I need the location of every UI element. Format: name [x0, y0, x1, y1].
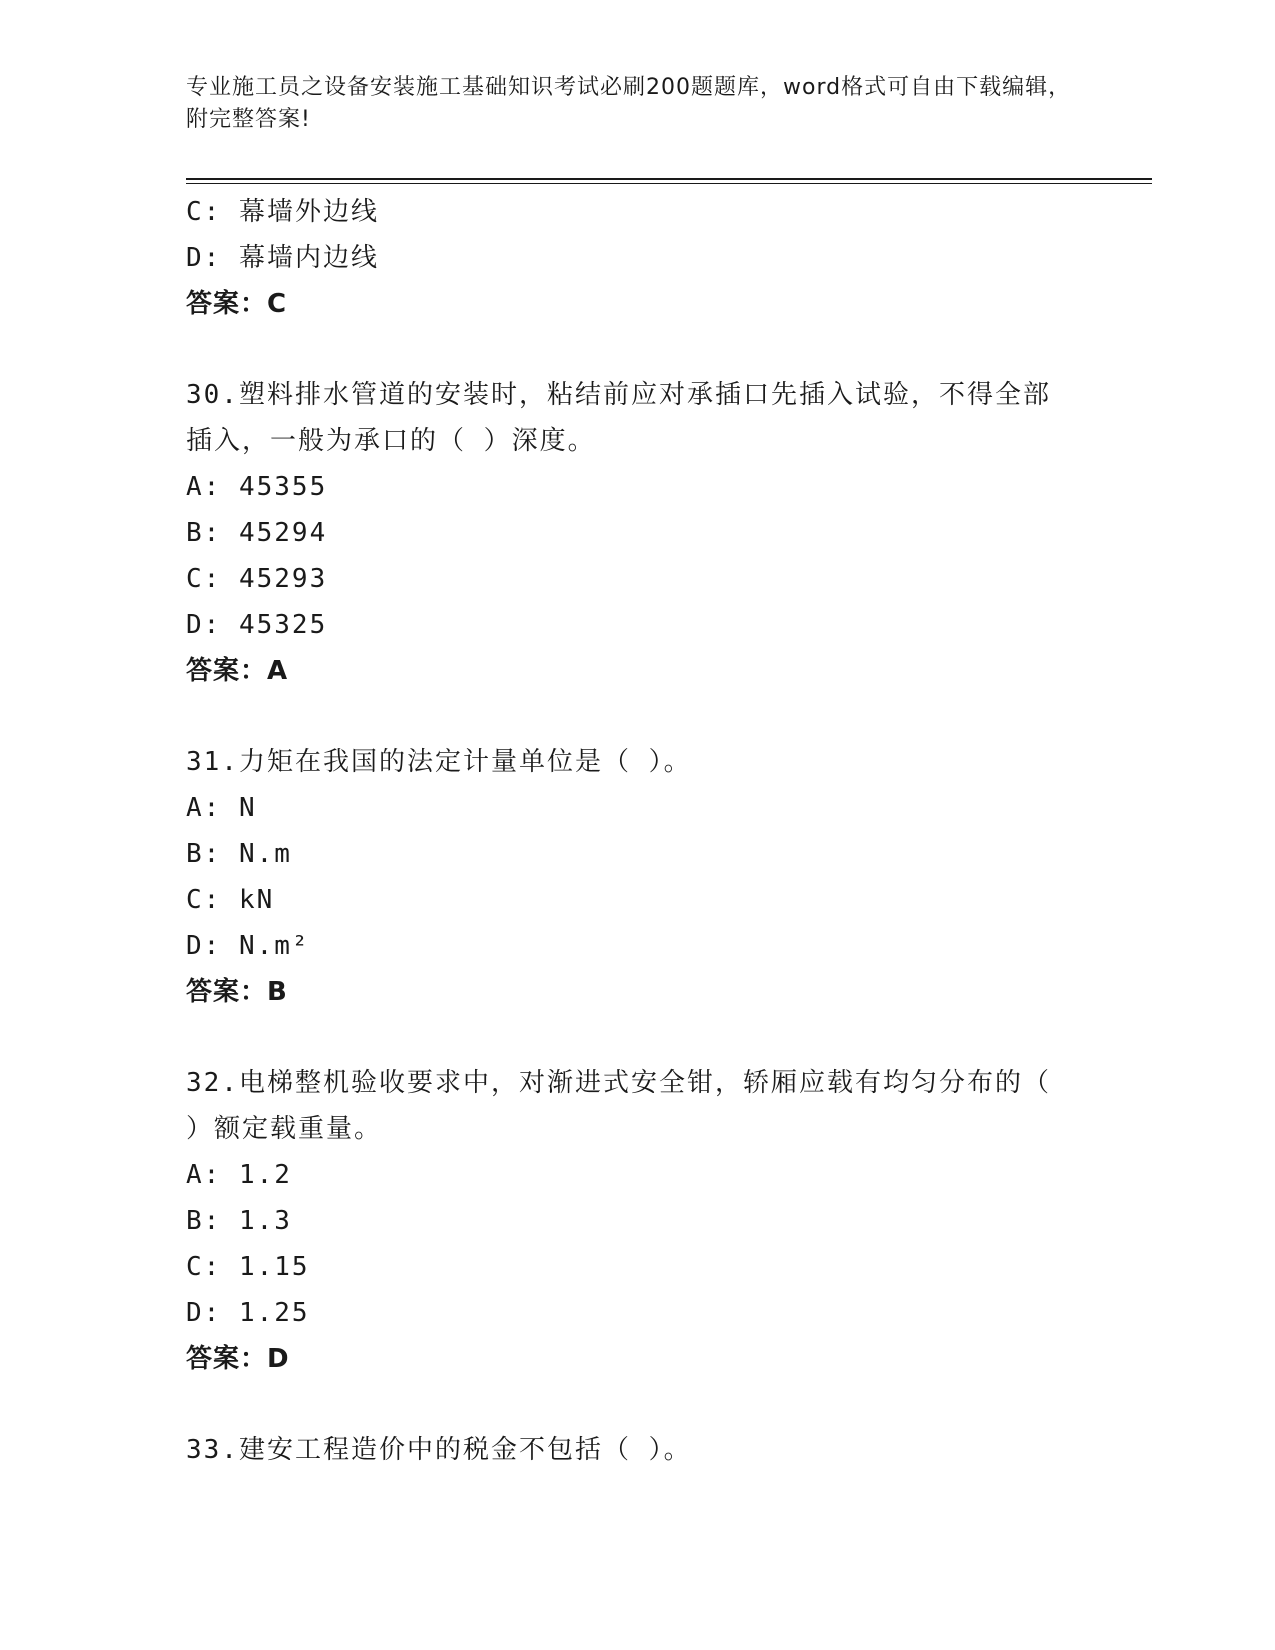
- option-c: C: 幕墙外边线: [186, 197, 379, 227]
- question-33-line-1: 33.建安工程造价中的税金不包括（ ）。: [186, 1435, 692, 1465]
- option-b: B: 45294: [186, 518, 328, 548]
- document-title: 专业施工员之设备安装施工基础知识考试必刷200题题库，word格式可自由下载编辑，附完整答案!: [186, 75, 1072, 132]
- option-a: A: N: [186, 793, 257, 823]
- answer-line: 答案：B: [186, 977, 288, 1007]
- spacer: [186, 1382, 1086, 1427]
- option-d: D: 幕墙内边线: [186, 243, 379, 273]
- option-a: A: 1.2: [186, 1160, 292, 1190]
- answer-line: 答案：C: [186, 289, 288, 319]
- question-list: [186, 189, 1086, 1473]
- question-32-line-2: ）额定载重量。: [186, 1114, 383, 1144]
- question-31-line-1: 31.力矩在我国的法定计量单位是（ ）。: [186, 747, 692, 777]
- option-b: B: N.m: [186, 839, 292, 869]
- answer-line: 答案：A: [186, 656, 289, 686]
- option-c: C: 45293: [186, 564, 328, 594]
- answer-line: 答案：D: [186, 1344, 290, 1374]
- option-a: A: 45355: [186, 472, 328, 502]
- spacer: [186, 694, 1086, 739]
- spacer: [186, 327, 1086, 372]
- option-c: C: kN: [186, 885, 275, 915]
- option-d: D: N.m²: [186, 931, 310, 961]
- question-30-line-1: 30.塑料排水管道的安装时，粘结前应对承插口先插入试验，不得全部: [186, 380, 1051, 410]
- option-d: D: 1.25: [186, 1298, 310, 1328]
- option-b: B: 1.3: [186, 1206, 292, 1236]
- question-30-line-2: 插入，一般为承口的（ ）深度。: [186, 426, 596, 456]
- option-d: D: 45325: [186, 610, 328, 640]
- document-header: [186, 72, 1086, 136]
- spacer: [186, 1015, 1086, 1060]
- option-c: C: 1.15: [186, 1252, 310, 1282]
- header-rule-thin: [186, 183, 1152, 184]
- header-rule-thick: [186, 178, 1152, 180]
- question-32-line-1: 32.电梯整机验收要求中，对渐进式安全钳，轿厢应载有均匀分布的（: [186, 1068, 1051, 1098]
